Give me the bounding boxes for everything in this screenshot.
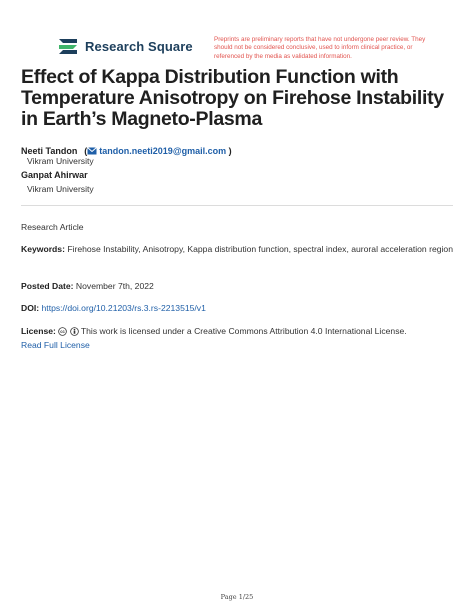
page-number: Page 1/25 [220,593,254,601]
posted-date-label: Posted Date: [21,281,74,291]
envelope-icon [87,147,97,155]
author-affiliation: Vikram University [27,156,94,166]
preprint-notice: Preprints are preliminary reports that have not undergone peer review. They should not be considered conclusive, used to inform clinical practice, or referenced by the media as validated information. [214,36,426,60]
posted-date-block [21,280,154,292]
keywords-text: Firehose Instability, Anisotropy, Kappa distribution function, spectral index, auroral acceleration region [67,244,453,254]
doi-label: DOI: [21,303,40,313]
posted-date-value: November 7th, 2022 [75,281,154,291]
article-type: Research Article [21,222,84,232]
doi-block [21,302,206,314]
creative-commons-icon [58,327,67,336]
author-affiliation: Vikram University [27,184,94,194]
paper-title: Effect of Kappa Distribution Function with Temperature Anisotropy on Firehose Instability in Earth’s Magneto-Plasma [21,66,444,130]
attribution-icon [70,327,79,336]
research-square-logo[interactable] [57,37,193,55]
doi-link[interactable]: https://doi.org/10.21203/rs.3.rs-2213515/v1 [41,303,206,313]
author-name: Ganpat Ahirwar [21,170,88,180]
keywords-label: Keywords: [21,244,65,254]
license-block [21,325,461,337]
read-full-license-link[interactable]: Read Full License [21,340,90,350]
license-label: License: [21,326,56,336]
author-name: Neeti Tandon [21,146,78,156]
research-square-logo-icon [57,37,79,55]
keywords-block [21,243,453,255]
svg-text:cc: cc [60,328,66,334]
license-text: This work is licensed under a Creative Commons Attribution 4.0 International License. [80,326,407,336]
brand-name: Research Square [85,38,193,54]
author-1-line: Neeti Tandon ( tandon.neeti2019@gmail.com ) [21,146,232,156]
author-email-link[interactable]: tandon.neeti2019@gmail.com [99,146,227,156]
section-divider [21,205,453,206]
